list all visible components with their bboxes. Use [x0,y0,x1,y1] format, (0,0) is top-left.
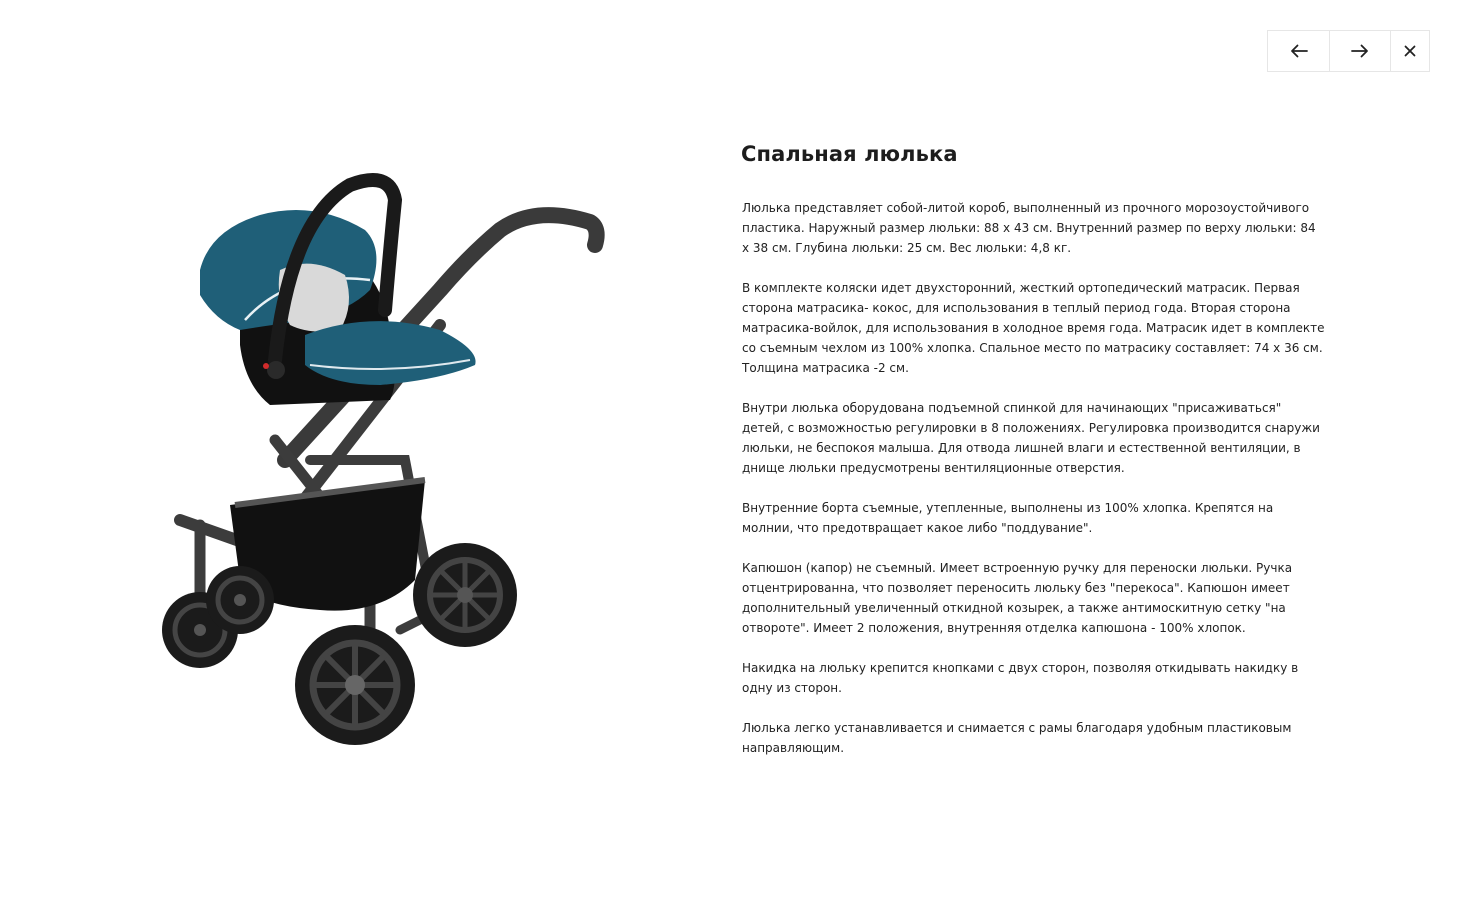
close-icon [1404,45,1416,57]
description-paragraph: Люлька легко устанавливается и снимается с рамы благодаря удобным пластиковым направляющим. [742,721,1292,755]
arrow-left-icon [1290,44,1308,58]
next-button[interactable] [1329,31,1390,71]
close-button[interactable] [1390,31,1429,71]
description-paragraph: Внутри люлька оборудована подъемной спинкой для начинающих "присаживаться" детей, с возможностью регулировки в 8 положениях. Регулировка производится снаружи люльки, не беспокоя малыша. Для отвода лишней влаги и естественной вентиляции, в днище люльки предусмотрены вентиляционные отверстия. [742,401,1320,475]
popup-navigation [1267,30,1430,72]
arrow-right-icon [1351,44,1369,58]
stroller-illustration [140,160,620,760]
product-description [741,140,1326,778]
description-paragraph: В комплекте коляски идет двухсторонний, жесткий ортопедический матрасик. Первая сторона матрасика- кокос, для использования в теплый период года. Вторая сторона матрасика-войлок, для использования в холодное время года. Матрасик идет в комплекте со съемным чехлом из 100% хлопка. Спальное место по матрасику составляет: 74 х 36 см. Толщина матрасика -2 см. [742,281,1325,375]
description-paragraph: Люлька представляет собой-литой короб, выполненный из прочного морозоустойчивого пластика. Наружный размер люльки: 88 х 43 см. Внутренний размер по верху люльки: 84 х 38 см. Глубина люльки: 25 см. Вес люльки: 4,8 кг. [742,201,1316,255]
description-paragraph: Накидка на люльку крепится кнопками с двух сторон, позволяя откидывать накидку в одну из сторон. [742,661,1299,695]
prev-button[interactable] [1268,31,1329,71]
description-paragraph: Внутренние борта съемные, утепленные, выполнены из 100% хлопка. Крепятся на молнии, что предотвращает какое либо "поддувание". [742,501,1274,535]
product-image [140,160,620,760]
description-paragraph: Капюшон (капор) не съемный. Имеет встроенную ручку для переноски люльки. Ручка отцентрированна, что позволяет переносить люльку без "перекоса". Капюшон имеет дополнительный увеличенный откидной козырек, а также антимоскитную сетку "на отвороте". Имеет 2 положения, внутренняя отделка капюшона - 100% хлопок. [742,561,1293,635]
product-title: Спальная люлька [741,142,958,166]
